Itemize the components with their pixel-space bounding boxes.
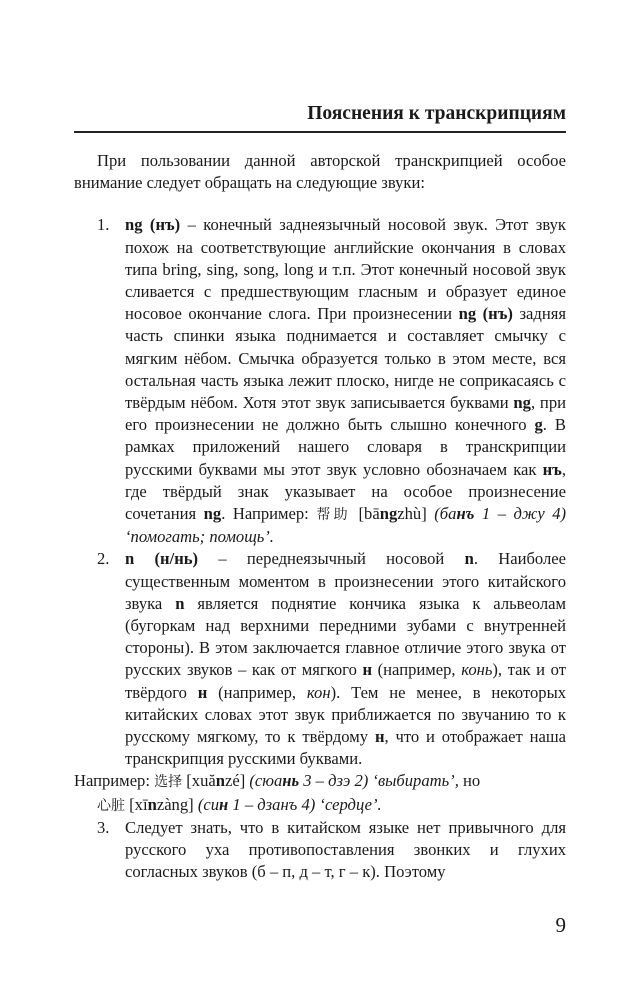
header-rule <box>74 131 566 133</box>
running-header: Пояснения к транскрипциям <box>307 103 566 124</box>
term: n (н/нь) <box>125 549 199 569</box>
hanzi-example: 帮助 <box>316 507 352 524</box>
gloss: ‘сердце’. <box>315 794 382 814</box>
page-body <box>74 150 566 884</box>
russian-transcription: (син 1 – дзанъ 4) <box>197 794 316 814</box>
intro-paragraph: При пользовании данной авторской транскрипцией особое внимание следует обращать на следующие звуки: <box>74 151 566 193</box>
example-block: Например: 选择 [xuănzé] (сюань 3 – дзэ 2) ‘выбирать’, но 心脏 [xīnzàng] (син 1 – дзанъ 4) ‘сердце’. <box>74 771 481 814</box>
russian-transcription: (сюань 3 – дзэ 2) <box>249 771 369 791</box>
gloss: ‘выбирать’, <box>368 771 459 791</box>
gloss: ‘помогать; помощь’. <box>125 527 274 547</box>
list-item-1: 1. ng (нъ) – конечный заднеязычный носовой звук. Этот звук похож на соответствующие английские окончания в словах типа bring, sing, song, long и т.п. Этот конечный носовой звук сливается с предшествующим гласным и образует единое носовое окончание слога. При произнесении ng (нъ) задняя часть спинки языка поднимается и составляет смычку с мягким нёбом. Смычка образуется только в этом месте, вся остальная часть языка лежит плоско, нигде не соприкасаясь с твёрдым нёбом. Хотя этот звук записывается буквами ng, при его произнесении не должно быть слышно конечного g. В рамках приложений нашего словаря в транскрипции русскими буквами мы этот звук условно обозначаем как нъ, где твёрдый знак указывает на особое произнесение сочетания ng. Например: 帮助 [bāngzhù] (банъ 1 – джу 4) ‘помогать; помощь’. <box>97 215 567 547</box>
russian-transcription: (банъ 1 – джу 4) <box>434 504 567 524</box>
hanzi-example: 选择 <box>154 774 183 791</box>
hanzi-example: 心脏 <box>97 797 125 814</box>
item-number: 1. <box>97 215 110 235</box>
list-item-3: 3. Следует знать, что в китайском языке нет привычного для русского уха противопоставления звонких и глухих согласных звуков (б – п, д – т, г – к). Поэтому <box>97 817 566 882</box>
page-number: 9 <box>555 913 566 937</box>
item-number: 2. <box>97 549 110 569</box>
term: ng (нъ) <box>125 215 181 235</box>
item-number: 3. <box>97 817 110 837</box>
list-item-2: 2. n (н/нь) – переднеязычный носовой n. Наиболее существенным моментом в произнесении этого китайского звука n является поднятие кончика языка к альвеолам (бугоркам над верхними передними зубами с внутренней стороны). В этом заключается главное отличие этого звука от русских звуков – как от мягкого н (например, конь), так и от твёрдого н (например, кон). Тем не менее, в некоторых китайских словах этот звук приближается по звучанию то к русскому мягкому, то к твёрдому н, что и отображает наша транскрипция русскими буквами. <box>97 549 567 769</box>
